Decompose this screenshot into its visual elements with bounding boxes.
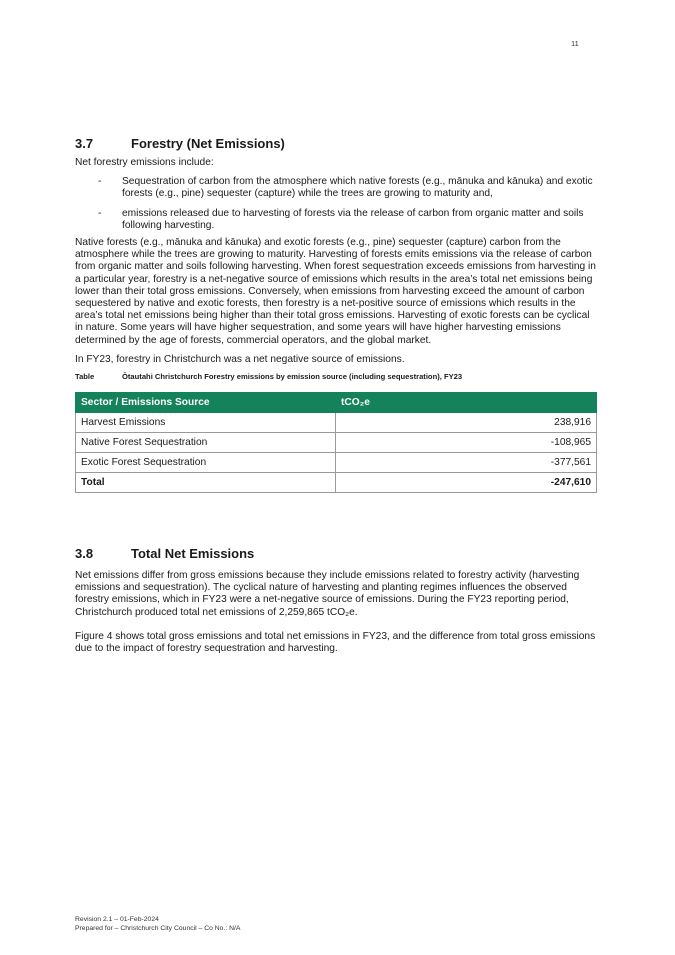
row-value: 238,916 [336, 413, 597, 433]
table-caption [75, 371, 597, 383]
row-value: -377,561 [336, 453, 597, 473]
row-label: Native Forest Sequestration [76, 433, 336, 453]
row-label: Harvest Emissions [76, 413, 336, 433]
forestry-emissions-table [75, 392, 597, 493]
net-emissions-paragraph-2: Figure 4 shows total gross emissions and total net emissions in FY23, and the difference from total gross emissions due to the impact of forestry sequestration and harvesting. [75, 630, 596, 655]
table-row [76, 413, 597, 433]
section-number: 3.7 [75, 136, 94, 151]
table-caption-text: Ōtautahi Christchurch Forestry emissions by emission source (including sequestration), FY23 [122, 372, 463, 382]
section-heading-forestry [75, 135, 597, 153]
table-row [76, 453, 597, 473]
row-value: -108,965 [336, 433, 597, 453]
forestry-paragraph: Native forests (e.g., mānuka and kānuka) and exotic forests (e.g., pine) sequester (capture) carbon from the atmosphere while the trees are growing to maturity. Harvesting of forests emits emissions via the release of carbon from organic matter and soils following harvesting. When forest sequestration exceeds emissions from harvesting in a particular year, forestry is a net-negative source of emissions which results in the area’s total net emissions being lower than their total gross emissions. Conversely, when emissions from harvesting exceed the amount of carbon sequestered by native and exotic forests, then forestry is a net-positive source of emissions which results in the area’s total net emissions being higher than their total gross emissions. Harvesting of exotic forests can be cyclical in nature. Some years will have higher sequestration, and some years will have higher harvesting emissions determined by the age of forests, commercial operators, and the global market. [75, 237, 596, 346]
table-caption-label: Table [75, 372, 95, 382]
table-header-row [76, 393, 597, 413]
column-header-tco2e: tCO₂e [336, 393, 597, 413]
table-total-row [76, 473, 597, 493]
total-label: Total [76, 473, 336, 493]
footer-prepared-for: Prepared for – Christchurch City Council – Co No.: N/A [75, 924, 241, 932]
forestry-bullet-list [75, 176, 597, 232]
bullet-text: Sequestration of carbon from the atmosphere which native forests (e.g., mānuka and kānuka) and exotic forests (e.g., pine) sequester (capture) while the trees are growing to maturity and, [122, 176, 593, 200]
net-emissions-paragraph-1: Net emissions differ from gross emissions because they include emissions related to forestry activity (harvesting emissions and sequestration). The cyclical nature of harvesting and planting regimes influences the observed forestry emissions, which in FY23 were a net-negative source of emissions. During the FY23 reporting period, Christchurch produced total net emissions of 2,259,865 tCO₂e. [75, 570, 580, 618]
bullet-text: emissions released due to harvesting of forests via the release of carbon from organic matter and soils following harvesting. [122, 207, 584, 231]
list-item: - emissions released due to harvesting of forests via the release of carbon from organic matter and soils following harvesting. [98, 207, 584, 231]
total-value: -247,610 [336, 473, 597, 493]
section-number: 3.8 [75, 546, 94, 561]
section-total-net-emissions [75, 545, 597, 655]
section-heading-net-emissions [75, 545, 597, 563]
page-footer [75, 916, 240, 933]
forestry-intro: Net forestry emissions include: [75, 157, 214, 168]
section-forestry [75, 135, 597, 493]
footer-revision: Revision 2.1 – 01-Feb-2024 [75, 916, 159, 923]
section-title: Forestry (Net Emissions) [131, 136, 285, 151]
list-item: - Sequestration of carbon from the atmosphere which native forests (e.g., mānuka and kānuka) and exotic forests (e.g., pine) sequester (capture) while the trees are growing to maturity and, [98, 176, 593, 200]
column-header-source: Sector / Emissions Source [76, 393, 336, 413]
page-number: 11 [571, 39, 579, 48]
forestry-summary: In FY23, forestry in Christchurch was a net negative source of emissions. [75, 353, 405, 365]
table-row [76, 433, 597, 453]
row-label: Exotic Forest Sequestration [76, 453, 336, 473]
section-title: Total Net Emissions [131, 546, 255, 561]
